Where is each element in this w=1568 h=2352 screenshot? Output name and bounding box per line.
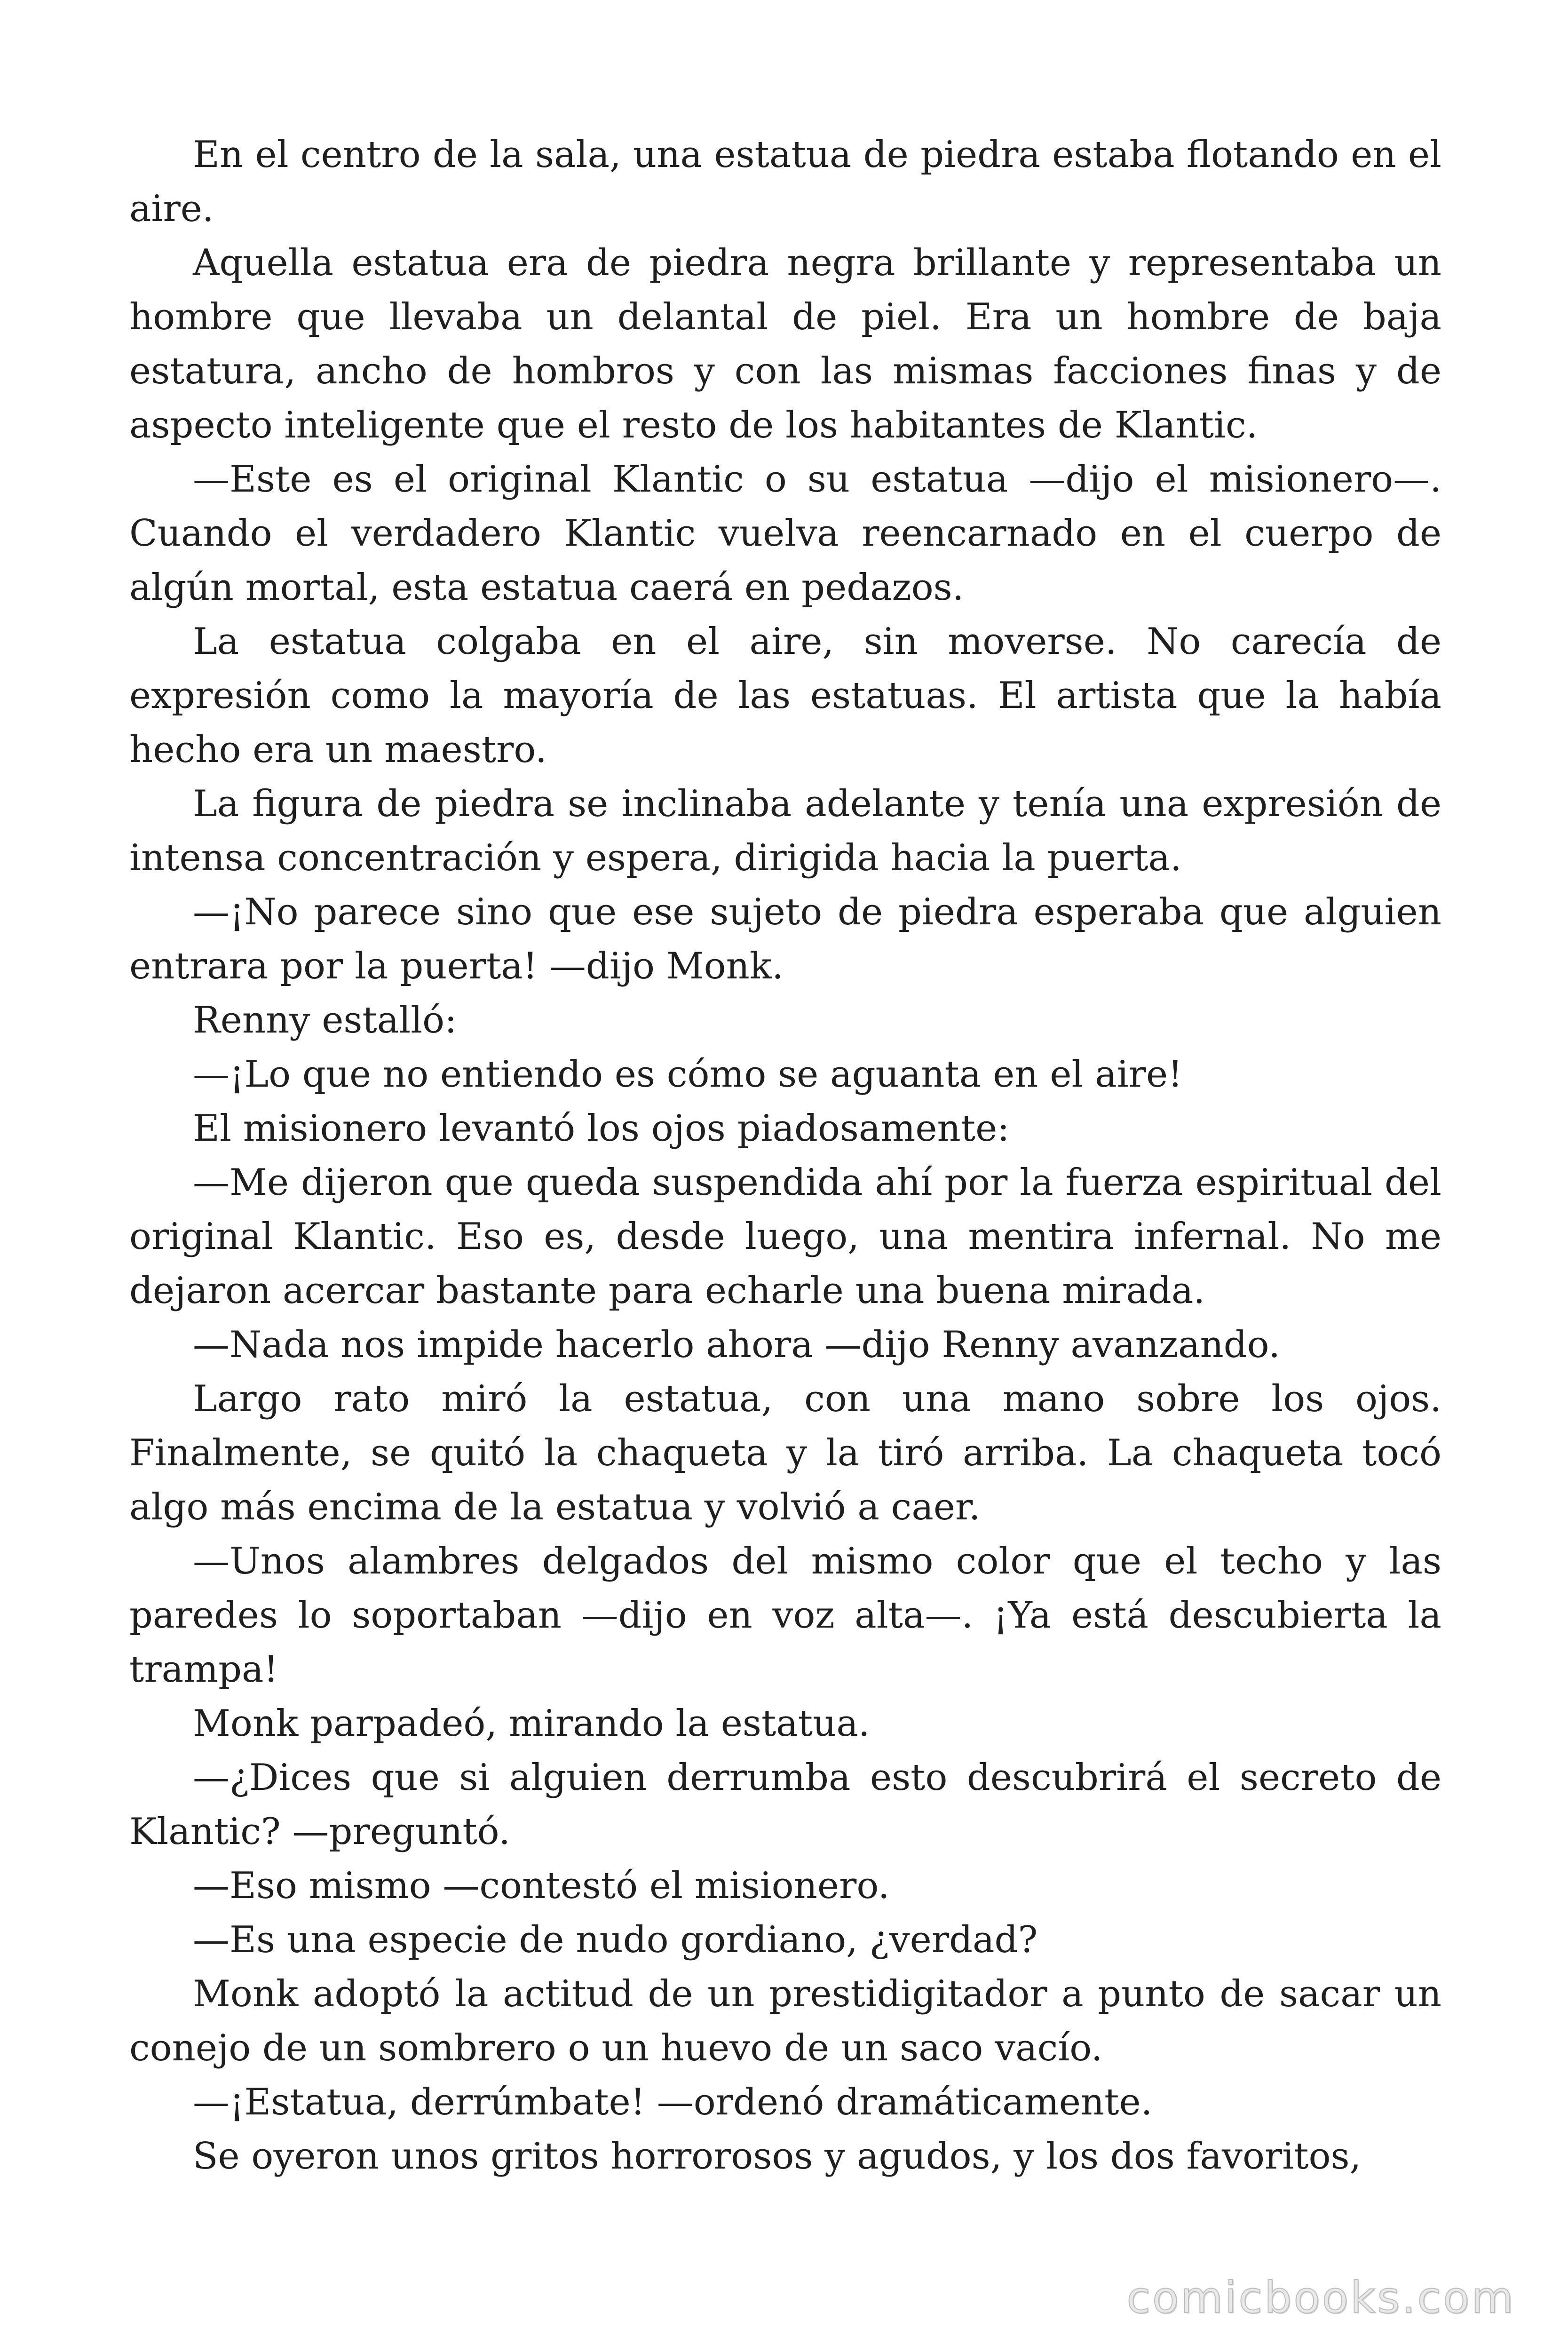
- paragraph: —Me dijeron que queda suspendida ahí por la fuerza espiritual del original Klantic. Eso es, desde luego, una mentira infernal. No me dejaron acercar bastante para echarle una buena mirada.: [129, 1161, 1441, 1312]
- body-text: [129, 128, 1441, 2184]
- paragraph: —Unos alambres delgados del mismo color que el techo y las paredes lo soportaban —dijo en voz alta—. ¡Ya está descubierta la trampa!: [129, 1540, 1441, 1691]
- paragraph: En el centro de la sala, una estatua de piedra estaba flotando en el aire.: [129, 134, 1441, 230]
- paragraph: Monk parpadeó, mirando la estatua.: [193, 1702, 870, 1745]
- paragraph: —¡Lo que no entiendo es cómo se aguanta en el aire!: [193, 1053, 1183, 1096]
- paragraph: La figura de piedra se inclinaba adelante y tenía una expresión de intensa concentración y espera, dirigida hacia la puerta.: [129, 783, 1441, 879]
- paragraph: Aquella estatua era de piedra negra brillante y representaba un hombre que llevaba un delantal de piel. Era un hombre de baja estatura, ancho de hombros y con las mismas facciones finas y de aspecto inteligente que el resto de los habitantes de Klantic.: [129, 242, 1441, 446]
- watermark: comicbooks.com: [1126, 2273, 1515, 2323]
- paragraph: —Nada nos impide hacerlo ahora —dijo Renny avanzando.: [193, 1324, 1281, 1366]
- paragraph: El misionero levantó los ojos piadosamente:: [193, 1107, 1010, 1150]
- paragraph: Renny estalló:: [193, 999, 457, 1041]
- paragraph: —¿Dices que si alguien derrumba esto descubrirá el secreto de Klantic? —preguntó.: [129, 1756, 1441, 1853]
- paragraph: La estatua colgaba en el aire, sin moverse. No carecía de expresión como la mayoría de las estatuas. El artista que la había hecho era un maestro.: [129, 620, 1441, 771]
- paragraph: —Este es el original Klantic o su estatua —dijo el misionero—. Cuando el verdadero Klantic vuelva reencarnado en el cuerpo de algún mortal, esta estatua caerá en pedazos.: [129, 458, 1441, 609]
- paragraph: —¡Estatua, derrúmbate! —ordenó dramáticamente.: [193, 2081, 1153, 2123]
- paragraph: —Es una especie de nudo gordiano, ¿verdad?: [193, 1919, 1038, 1961]
- paragraph: Se oyeron unos gritos horrorosos y agudos, y los dos favoritos,: [193, 2135, 1362, 2177]
- paragraph: —Eso mismo —contestó el misionero.: [193, 1865, 890, 1907]
- paragraph: Monk adoptó la actitud de un prestidigitador a punto de sacar un conejo de un sombrero o un huevo de un saco vacío.: [129, 1973, 1441, 2069]
- paragraph: Largo rato miró la estatua, con una mano sobre los ojos. Finalmente, se quitó la chaqueta y la tiró arriba. La chaqueta tocó algo más encima de la estatua y volvió a caer.: [129, 1378, 1441, 1528]
- paragraph: —¡No parece sino que ese sujeto de piedra esperaba que alguien entrara por la puerta! —dijo Monk.: [129, 891, 1441, 987]
